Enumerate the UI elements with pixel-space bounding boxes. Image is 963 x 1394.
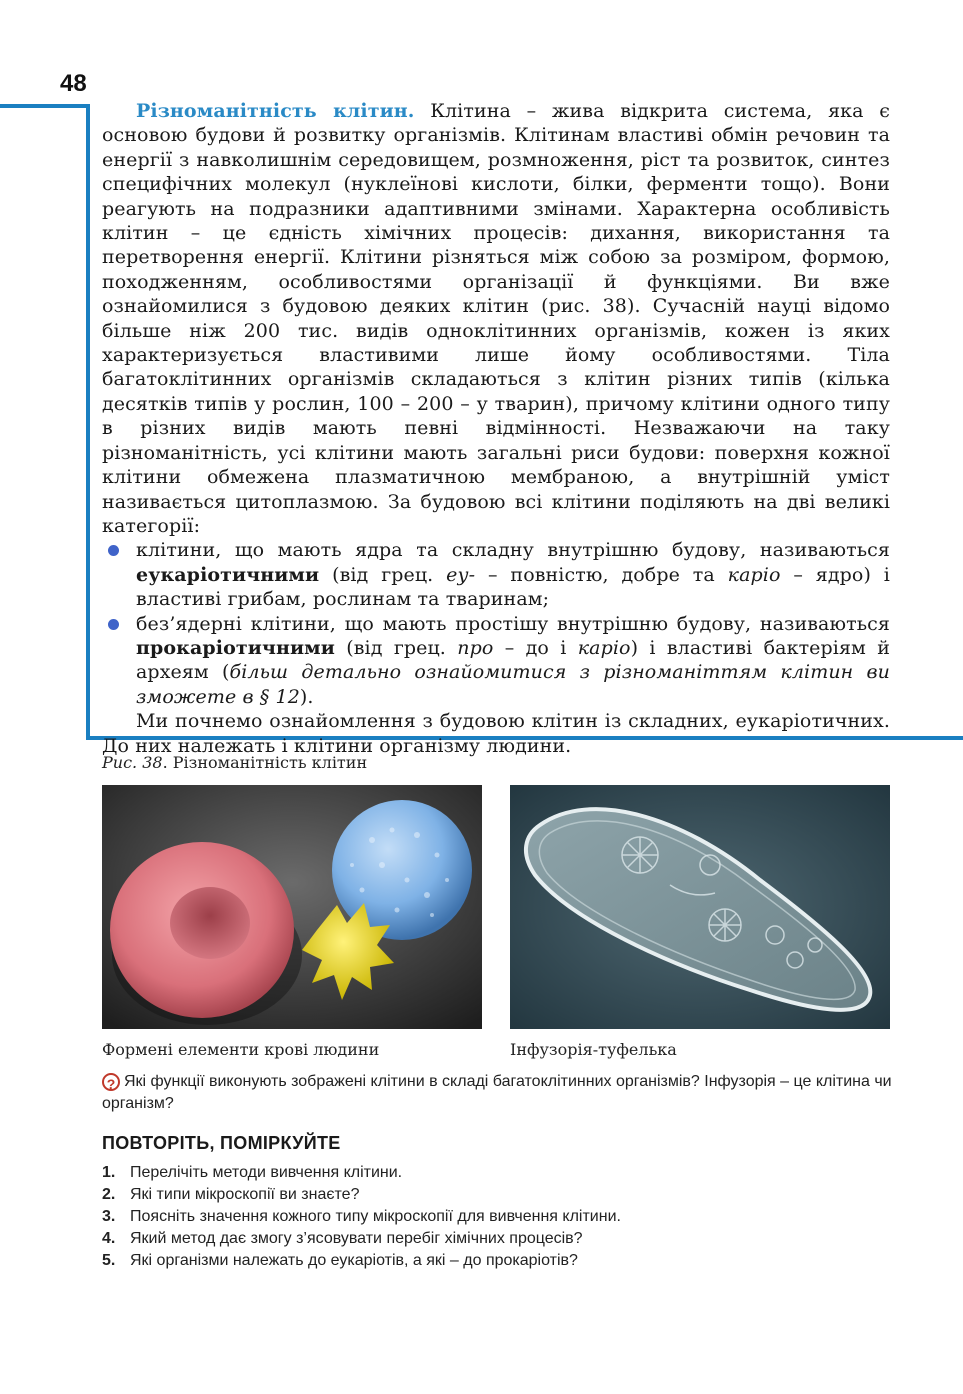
paramecium-caption: Інфузорія-туфелька xyxy=(510,1040,677,1059)
bullet-text: – повністю, добре та xyxy=(475,563,728,586)
accent-bar-top xyxy=(0,104,90,108)
item-number: 3. xyxy=(102,1208,116,1225)
figure-label: Рис. 38 xyxy=(102,753,163,772)
page-number: 48 xyxy=(60,70,87,97)
item-text: Який метод дає змогу з’ясовувати перебіг хімічних процесів? xyxy=(130,1230,583,1247)
greek-root: еу- xyxy=(446,563,476,586)
intro-paragraph xyxy=(102,99,890,538)
accent-bar-left xyxy=(86,104,90,740)
item-text: Які типи мікроскопії ви знаєте? xyxy=(130,1186,360,1203)
bullet-text: (від грец. xyxy=(334,636,458,659)
bullet-text: (від грец. xyxy=(319,563,447,586)
bullet-item-eukaryotes xyxy=(102,538,890,611)
bullet-text: – ядро) і властиві грибам, рослинам та тваринам; xyxy=(136,563,890,611)
bullet-dot-icon xyxy=(108,545,119,556)
question-circle-icon: ? xyxy=(102,1073,120,1091)
term-eukaryotic: еукаріотичними xyxy=(136,563,320,586)
review-list xyxy=(102,1162,621,1272)
item-text: Поясніть значення кожного типу мікроскопії для вивчення клітини. xyxy=(130,1208,621,1225)
bullet-dot-icon xyxy=(108,619,119,630)
item-number: 4. xyxy=(102,1230,116,1247)
paramecium-photo xyxy=(510,785,890,1029)
list-item xyxy=(102,1162,621,1184)
blood-cells-caption: Формені елементи крові людини xyxy=(102,1040,380,1059)
bullet-text: без’ядерні клітини, що мають простішу внутрішню будову, називаються xyxy=(136,612,890,635)
main-text xyxy=(102,99,890,758)
bullet-item-prokaryotes xyxy=(102,612,890,710)
term-prokaryotic: прокаріотичними xyxy=(136,636,335,659)
bullet-text: – до і xyxy=(493,636,578,659)
item-number: 2. xyxy=(102,1186,116,1203)
bullet-text: клітини, що мають ядра та складну внутрішню будову, називаються xyxy=(136,539,890,562)
section-heading: Різноманітність клітин. xyxy=(136,100,415,122)
greek-root: каріо xyxy=(577,636,631,659)
closing-paragraph: Ми почнемо ознайомлення з будовою клітин із складних, еукаріотичних. До них належать і клітини організму людини. xyxy=(102,710,890,757)
list-item xyxy=(102,1250,621,1272)
item-number: 1. xyxy=(102,1164,116,1181)
figure-title: . Різноманітність клітин xyxy=(162,753,368,772)
blood-cells-photo xyxy=(102,785,482,1029)
item-text: Які організми належать до еукаріотів, а які – до прокаріотів? xyxy=(130,1252,578,1269)
bullet-list xyxy=(102,538,890,709)
list-item xyxy=(102,1184,621,1206)
item-number: 5. xyxy=(102,1252,116,1269)
greek-root: про xyxy=(457,636,494,659)
question-text: Які функції виконують зображені клітини в складі багатоклітинних організмів? Інфузорія – це клітина чи організм? xyxy=(102,1073,892,1112)
figure-caption xyxy=(102,753,367,772)
question-block xyxy=(102,1071,902,1115)
intro-text: Клітина – жива відкрита система, яка є основою будови й розвитку організмів. Клітинам властиві обмін речовин та енергії з навколишнім середовищем, розмноження, ріст та розвиток, синтез специфічних молекул (нуклеїнові кислоти, білки, ферменти тощо). Вони реагують на подразники адаптивними змінами. Характерна особливість клітин – це єдність хімічних процесів: дихання, використання та перетворення енергії. Клітини різняться між собою за розміром, формою, походженням, особливостями організації й функціями. Ви вже ознайомилися з будовою деяких клітин (рис. 38). Сучасній науці відомо більше ніж 200 тис. видів одноклітинних організмів, кожен із яких характеризується властивими лише йому особливостями. Тіла багатоклітинних організмів складаються з клітин різних типів (кілька десятків типів у рослин, 100 – 200 – у тварин), причому клітини одного типу в різних видів мають певні відмінності. Незважаючи на таку різноманітність, усі клітини мають загальні риси будови: поверхня кожної клітини обмежена плазматичною мембраною, а внутрішній уміст називається цитоплазмою. За будовою всі клітини поділяють на дві великі категорії: xyxy=(102,100,891,537)
review-title: ПОВТОРІТЬ, ПОМІРКУЙТЕ xyxy=(102,1133,341,1153)
list-item xyxy=(102,1228,621,1250)
bullet-text: ). xyxy=(299,685,314,708)
bullet-text: ) і властиві бактеріям й археям ( xyxy=(136,636,890,684)
list-item xyxy=(102,1206,621,1228)
greek-root: каріо xyxy=(727,563,781,586)
item-text: Перелічіть методи вивчення клітини. xyxy=(130,1164,403,1181)
cross-reference: більш детально ознайомитися з різноманіттям клітин ви зможете в § 12 xyxy=(136,661,890,708)
